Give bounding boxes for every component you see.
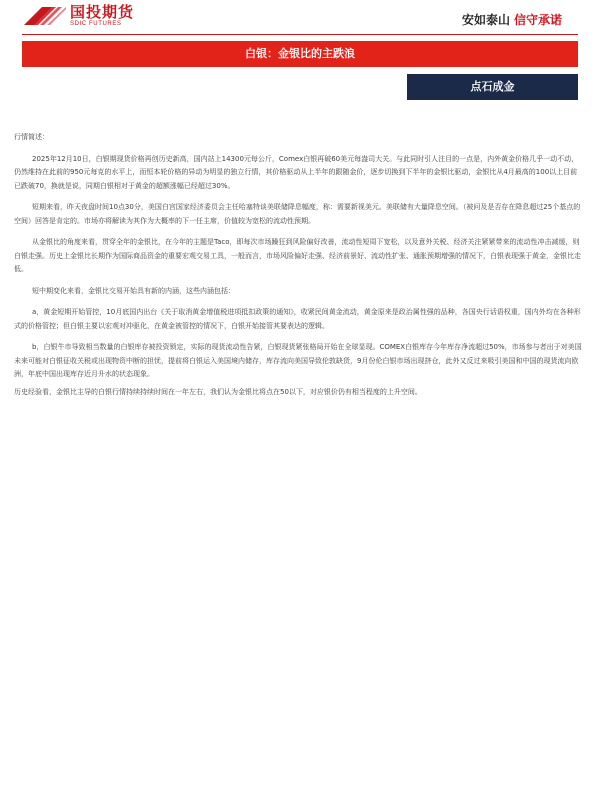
logo-name-cn: 国投期货 <box>70 3 135 21</box>
paragraph: 历史经验看，金银比主导的白银行情持续持续时间在一年左右，我们认为金银比将点在50以下，对应银价仍有相当程度的上升空间。 <box>14 387 422 396</box>
report-subtitle: 点石成金 <box>407 74 578 100</box>
company-logo <box>22 3 134 29</box>
paragraph: 短期来看，昨天夜盘时间10点30分，美国白宫国家经济委员会主任哈塞特谈美联储降息幅度，称：需要新视美元。美联储有大量降息空间。（被问及是否存在降息超过25个基点的空间）回答是肯定的。市场亦将解读为其作为大概率的下一任主席，价值较为宽松的流动性预期。 <box>14 203 581 225</box>
paragraph: b，白银牛市导致相当数量的白银库存被投资锁定，实际的现货流动性告紧，白银现货紧张格局开始在全球显现。COMEX白银库存今年库存净流超过50%，市场参与者出于对美国未来可能对白银征收关税或出现物资中断的担忧，提前将白银运入美国境内储存，库存流向美国导致伦敦缺货，9月份伦白银市场出现挤仓，此外又反过来吸引美国和中国的现货流向欧洲，年底中国出现库存近月升水的状态现象。 <box>14 343 582 378</box>
paragraph: a，黄金短期开始管控，10月底国内出台《关于取消黄金增值税进项抵扣政策的通知》，收紧民间黄金流动，黄金原来是政治属性强的品种，各国央行话语权重，国内外均在各种形式的价格管控；但白银主要以宏观对冲驱化，在黄金被管控的情况下，白银开始接管其要表达的逻辑。 <box>14 308 581 330</box>
report-title: 白银：金银比的主跌浪 <box>22 41 578 67</box>
header-divider <box>22 34 578 35</box>
slogan-part-2: 信守承诺 <box>513 13 562 27</box>
logo-name-en: SDIC FUTURES <box>70 21 122 27</box>
section-heading: 行情简述： <box>14 133 49 141</box>
paragraph: 从金银比的角度来看，贯穿全年的金银比，在今年的主题是Taco，即每次市场躁狂到风险偏好改善，流动性短周下宽松，以及意外关税、经济关注紧紧带来的流动性冲击减缓，则白银走强。历史上金银比长期作为国际商品资金的重要宏观交易工具，一般而言，市场风险偏好走强、经济前景好、流动性扩张、通胀预期增强的情况下，白银表现强于黄金，金银比走低。 <box>14 238 581 273</box>
report-body <box>14 131 584 407</box>
logo-stripes-icon <box>22 3 66 29</box>
report-header <box>0 0 600 34</box>
slogan <box>462 11 562 28</box>
slogan-part-1: 安如泰山 <box>461 13 510 27</box>
paragraph: 短中期变化来看，金银比交易开始具有新的内涵，这些内涵包括： <box>32 286 235 295</box>
paragraph: 2025年12月10日，白银期现货价格再创历史新高，国内站上14300元每公斤，Comex白银再破60美元每盎司大关。与此同时引人注目的一点是，内外黄金价格几乎一动不动，仍然维持在此前的950元每克的水平上，而恒本轮价格的异动为明显的独立行情，其价格驱动从上半年的跟随金价，逐步切换到下半年的金银比驱动，金银比从4月最高的100以上目前已跌破70，换就是说，同期白银相对于黄金的超额涨幅已经超过30%。 <box>14 154 579 190</box>
